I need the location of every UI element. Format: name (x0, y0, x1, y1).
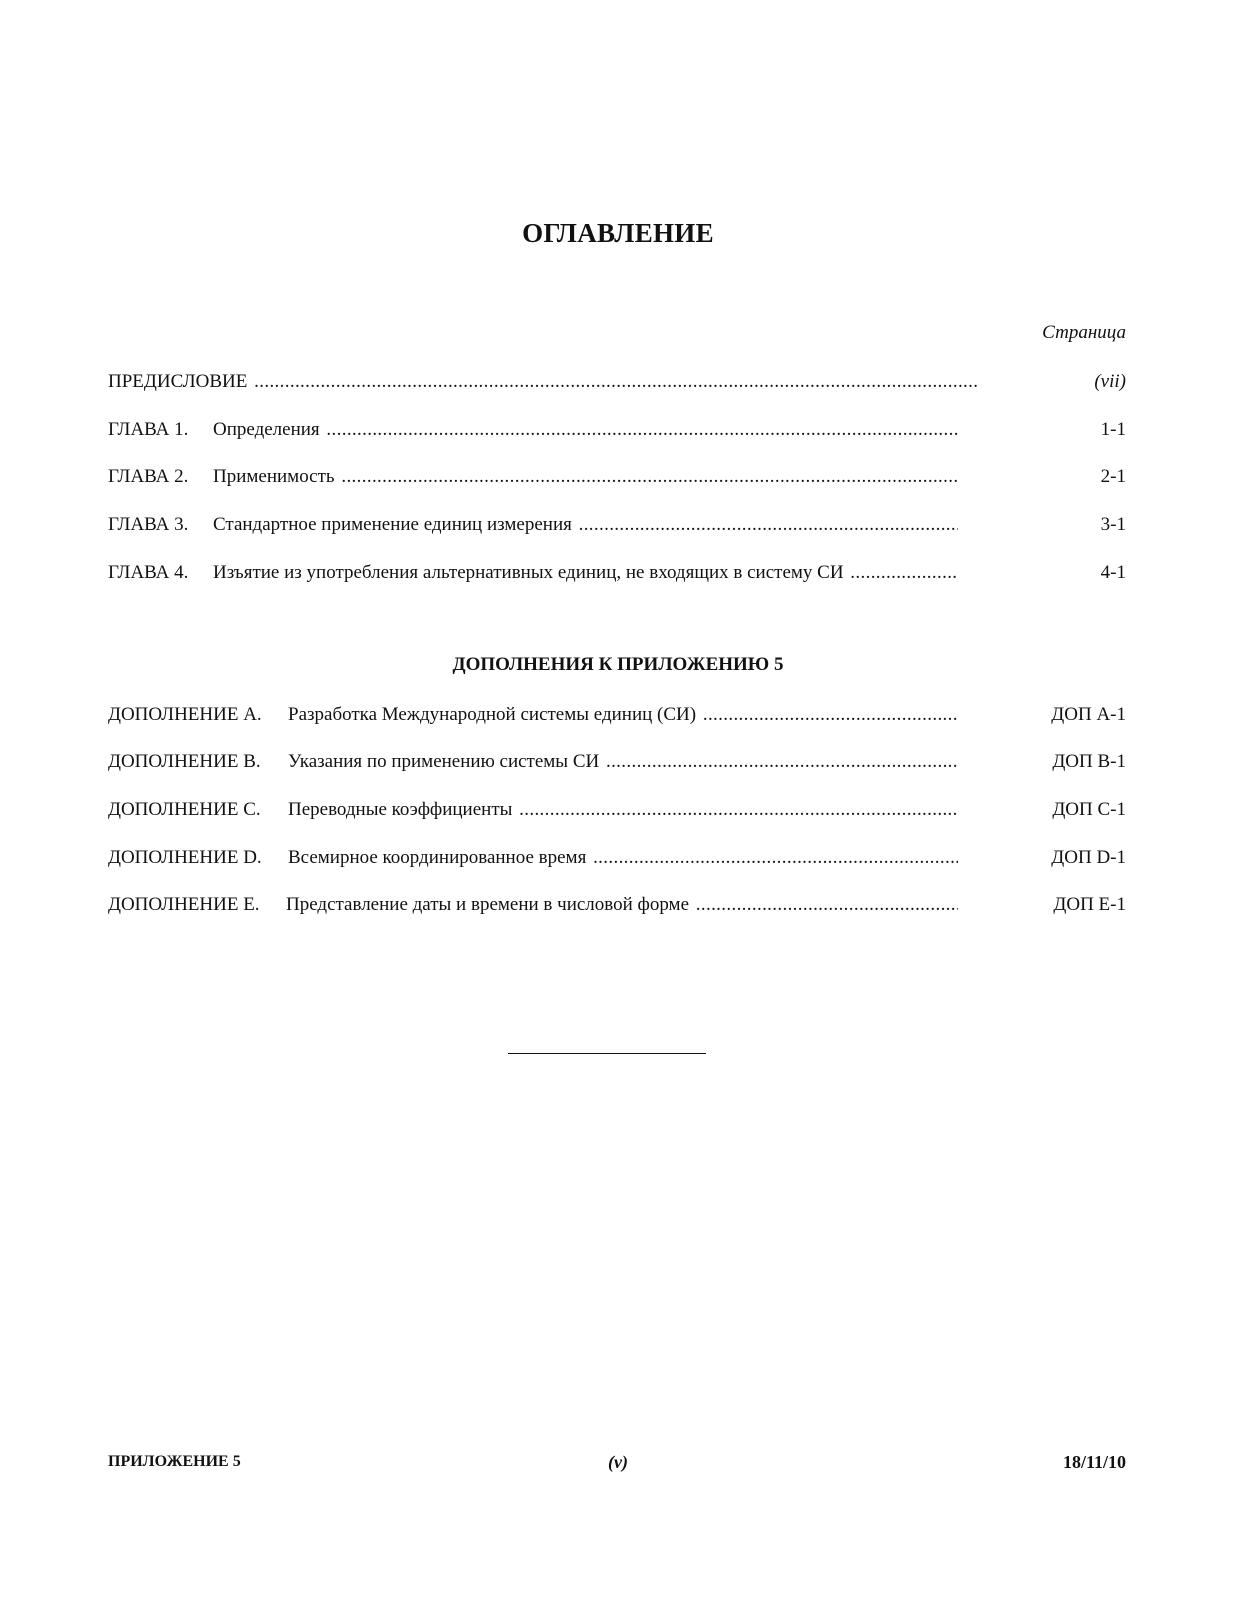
toc-entry-page: 3-1 (1100, 514, 1126, 535)
toc-leader (213, 511, 958, 539)
toc-leader (288, 844, 958, 872)
toc-entry-chapter-2[interactable] (108, 463, 1126, 491)
toc-entry-attachment-a[interactable] (108, 701, 1126, 729)
toc-entry-label: ДОПОЛНЕНИЕ А. (108, 704, 262, 725)
toc-entry-title: Применимость (213, 466, 335, 487)
attachments-heading: ДОПОЛНЕНИЯ К ПРИЛОЖЕНИЮ 5 (452, 654, 784, 675)
footer-page-number: (v) (608, 1452, 628, 1472)
toc-leader (286, 891, 958, 919)
toc-entry-label: ДОПОЛНЕНИЕ D. (108, 847, 262, 868)
toc-entry-label: ГЛАВА 2. (108, 466, 189, 487)
toc-leader (288, 748, 958, 776)
toc-entry-label: ГЛАВА 1. (108, 419, 189, 440)
toc-entry-attachment-d[interactable] (108, 844, 1126, 872)
toc-entry-title: Переводные коэффициенты (288, 799, 513, 820)
toc-entry-preface[interactable] (108, 368, 1126, 396)
toc-entry-page: (vii) (1094, 371, 1126, 392)
page-title: ОГЛАВЛЕНИЕ (522, 218, 714, 248)
toc-entry-page: 1-1 (1100, 419, 1126, 440)
toc-entry-chapter-4[interactable] (108, 559, 1126, 587)
toc-entry-attachment-e[interactable] (108, 891, 1126, 919)
toc-entry-label: ДОПОЛНЕНИЕ Е. (108, 894, 260, 915)
toc-leader (108, 368, 978, 396)
toc-entry-page: 4-1 (1100, 562, 1126, 583)
toc-entry-page: ДОП Е-1 (1053, 894, 1126, 915)
toc-entry-title: Представление даты и времени в числовой форме (286, 894, 690, 915)
toc-entry-page: ДОП D-1 (1051, 847, 1126, 868)
toc-entry-page: ДОП А-1 (1051, 704, 1126, 725)
page-column-label: Страница (1042, 322, 1126, 343)
toc-entry-title: Разработка Международной системы единиц (СИ) (288, 704, 697, 725)
footer-annex-label: ПРИЛОЖЕНИЕ 5 (108, 1453, 241, 1470)
toc-entry-title: Изъятие из употребления альтернативных единиц, не входящих в систему СИ (213, 562, 844, 583)
toc-leader (213, 416, 958, 444)
toc-entry-chapter-3[interactable] (108, 511, 1126, 539)
toc-entry-page: ДОП В-1 (1052, 751, 1126, 772)
toc-entry-title: Определения (213, 419, 320, 440)
toc-entry-label: ДОПОЛНЕНИЕ С. (108, 799, 261, 820)
toc-leader (288, 701, 958, 729)
toc-leader (213, 559, 958, 587)
toc-entry-attachment-c[interactable] (108, 796, 1126, 824)
toc-entry-page: 2-1 (1100, 466, 1126, 487)
toc-leader (288, 796, 958, 824)
toc-entry-chapter-1[interactable] (108, 416, 1126, 444)
footer-date: 18/11/10 (1062, 1452, 1126, 1472)
toc-entry-attachment-b[interactable] (108, 748, 1126, 776)
end-rule-divider (508, 1053, 706, 1054)
toc-entry-title: Стандартное применение единиц измерения (213, 514, 572, 535)
toc-leader (213, 463, 958, 491)
toc-entry-label: ПРЕДИСЛОВИЕ (108, 371, 248, 392)
toc-entry-title: Всемирное координированное время (288, 847, 587, 868)
toc-entry-label: ГЛАВА 3. (108, 514, 189, 535)
toc-entry-label: ГЛАВА 4. (108, 562, 189, 583)
toc-entry-page: ДОП С-1 (1052, 799, 1126, 820)
toc-entry-label: ДОПОЛНЕНИЕ В. (108, 751, 261, 772)
toc-entry-title: Указания по применению системы СИ (288, 751, 600, 772)
